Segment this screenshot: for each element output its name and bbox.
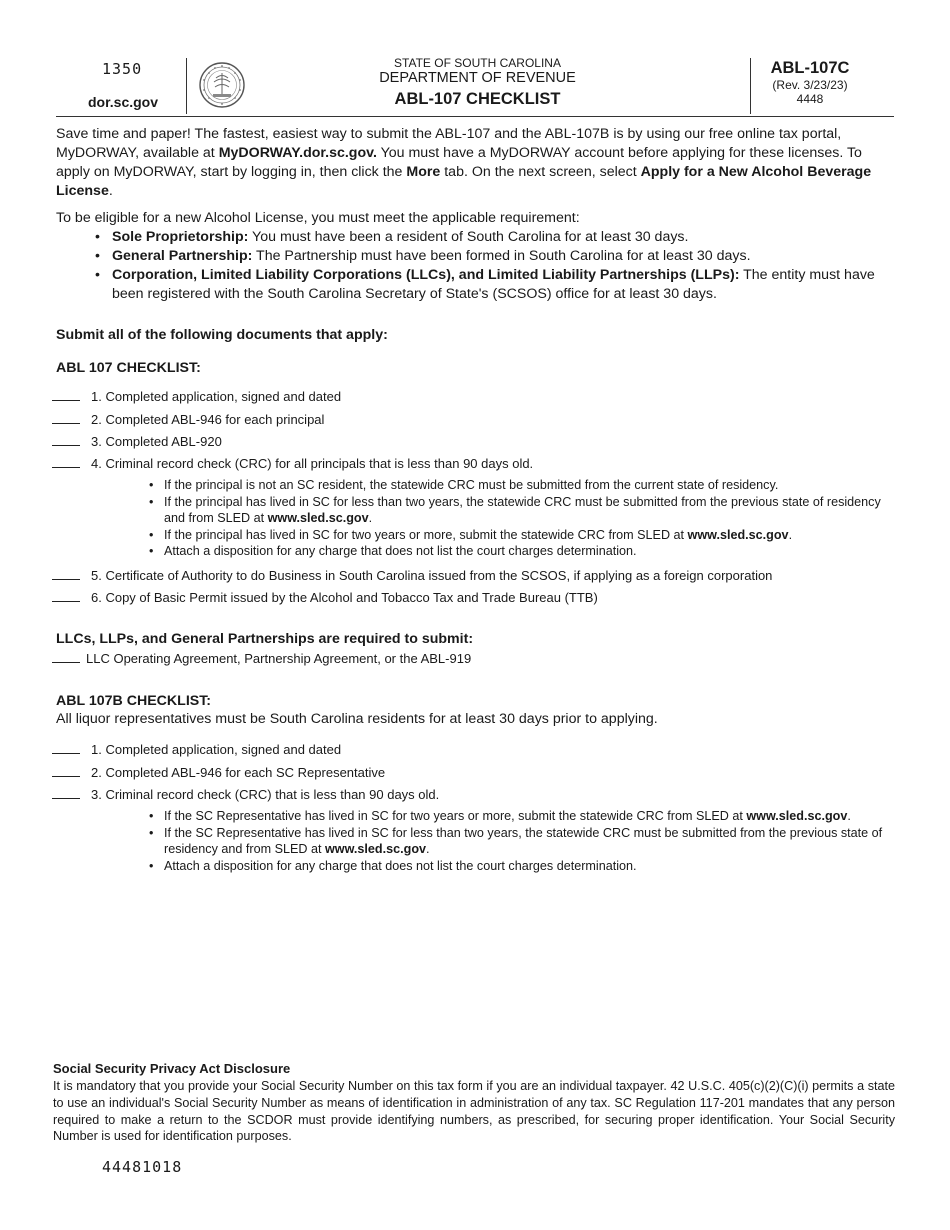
checklist-item: [52, 764, 385, 781]
eligibility-text: You must have been a resident of South Carolina for at least 30 days.: [248, 229, 689, 245]
intro-text-2: You must have a MyDORWAY account before applying for these licenses. To apply on MyDORWAY, start by logging in, then click the: [56, 145, 862, 180]
department-name: DEPARTMENT OF REVENUE: [379, 70, 576, 86]
checklist-text: 1. Completed application, signed and dated: [91, 742, 342, 757]
checklist-text: 2. Completed ABL-946 for each SC Representative: [91, 765, 386, 780]
crc-notes: [164, 477, 894, 560]
crc-note-text: .: [847, 809, 851, 823]
eligibility-item: [112, 266, 892, 304]
intro-text-4: .: [108, 183, 113, 199]
checklist-text: 3. Completed ABL-920: [91, 434, 222, 449]
checklist-item: [52, 433, 222, 450]
apply-label: Apply for a New Alcohol Beverage License: [56, 164, 872, 199]
crc-note-text: .: [368, 511, 373, 525]
eligibility-label: General Partnership:: [112, 248, 253, 264]
checkbox-blank[interactable]: [52, 433, 80, 446]
abl107-heading: ABL 107 CHECKLIST:: [56, 360, 201, 376]
form-code: 1350: [102, 60, 143, 78]
checklist-item: [52, 411, 324, 428]
checklist-item: [52, 388, 341, 405]
crc-note: [164, 494, 894, 527]
abl107b-note: All liquor representatives must be South Carolina residents for at least 30 days prior to applying.: [56, 711, 658, 727]
revision-date: (Rev. 3/23/23): [772, 78, 848, 92]
checkbox-blank[interactable]: [52, 567, 80, 580]
checklist-text: 4. Criminal record check (CRC) for all principals that is less than 90 days old.: [91, 456, 534, 471]
mydorway-link[interactable]: MyDORWAY.dor.sc.gov.: [218, 145, 377, 161]
intro-paragraph: [56, 125, 880, 201]
crc-note-text: .: [788, 527, 793, 542]
crc-note-text: Attach a disposition for any charge that does not list the court charges determination.: [164, 858, 637, 873]
checklist-text: 1. Completed application, signed and dated: [91, 389, 342, 404]
checklist-text: 2. Completed ABL-946 for each principal: [91, 412, 325, 427]
sled-link[interactable]: www.sled.sc.gov: [687, 527, 789, 542]
crc-note-text: Attach a disposition for any charge that does not list the court charges determination.: [164, 544, 637, 558]
checklist-item: [52, 455, 533, 472]
crc-note: [164, 808, 894, 825]
intro-text-3: tab. On the next screen, select: [440, 164, 641, 180]
checkbox-blank[interactable]: [52, 411, 80, 424]
crc-note: [164, 858, 894, 875]
eligibility-text: The Partnership must have been formed in South Carolina for at least 30 days.: [252, 248, 751, 264]
crc-note-text: If the SC Representative has lived in SC for two years or more, submit the statewide CRC from SLED at: [164, 809, 747, 823]
page-title: ABL-107 CHECKLIST: [394, 90, 561, 108]
eligibility-item: [112, 228, 892, 247]
eligibility-label: Sole Proprietorship:: [112, 229, 249, 245]
header-divider-left: [186, 58, 187, 114]
eligibility-label: Corporation, Limited Liability Corporations (LLCs), and Limited Liability Partnerships (LLPs):: [112, 267, 740, 283]
header-divider-right: [750, 58, 751, 114]
checklist-text: 3. Criminal record check (CRC) that is less than 90 days old.: [91, 787, 440, 802]
checkbox-blank[interactable]: [52, 786, 80, 799]
sled-link[interactable]: www.sled.sc.gov: [267, 511, 369, 525]
crc-note: [164, 527, 894, 544]
submit-heading: Submit all of the following documents that apply:: [56, 327, 388, 343]
eligibility-text: The entity must have been registered with the South Carolina Secretary of State's (SCSOS) office for at least 30 days.: [112, 267, 875, 302]
crc-note-text: If the SC Representative has lived in SC for less than two years, the statewide CRC must be submitted from the previous state of residency and from SLED at: [164, 825, 883, 856]
form-number: 4448: [796, 92, 824, 106]
privacy-text: It is mandatory that you provide your Social Security Number on this tax form if you are an individual taxpayer. 42 U.S.C. 405(c)(2)(C)(i) permits a state to use an individual's Social Security Number as means of identification in administration of any tax. SC Regulation 117-201 mandates that any person required to make a return to the SCDOR must provide identifying numbers, as prescribed, for securing proper identification. Your Social Security Number is used for identification purposes.: [53, 1079, 895, 1144]
crc-note: [164, 543, 894, 560]
crc-note: [164, 825, 894, 858]
header-center: [300, 56, 655, 111]
form-id: ABL-107C: [770, 59, 850, 77]
privacy-title: Social Security Privacy Act Disclosure: [53, 1061, 291, 1076]
crc-note-text: If the principal is not an SC resident, the statewide CRC must be submitted from the current state of residency.: [164, 478, 779, 492]
llc-item-text: LLC Operating Agreement, Partnership Agreement, or the ABL-919: [86, 651, 472, 666]
sled-link[interactable]: www.sled.sc.gov: [325, 842, 427, 856]
checklist-item: [52, 589, 598, 606]
crc-note-text: .: [426, 842, 430, 856]
eligibility-list: [112, 228, 892, 304]
checklist-text: 5. Certificate of Authority to do Business in South Carolina issued from the SCSOS, if applying as a foreign corporation: [91, 568, 773, 583]
checklist-item: [52, 567, 772, 584]
checklist-item: [52, 786, 439, 803]
eligibility-item: [112, 247, 892, 266]
checklist-item: [52, 741, 341, 758]
eligibility-lead: To be eligible for a new Alcohol License, you must meet the applicable requirement:: [56, 210, 580, 226]
header-right: [752, 58, 868, 106]
state-seal-icon: [199, 62, 245, 108]
llc-heading: LLCs, LLPs, and General Partnerships are required to submit:: [56, 631, 474, 647]
crc-notes-107b: [164, 808, 894, 874]
checkbox-blank[interactable]: [52, 650, 80, 663]
crc-note-text: If the principal has lived in SC for less than two years, the statewide CRC must be submitted from the previous state of residency and from SLED at: [164, 494, 881, 525]
website: dor.sc.gov: [88, 94, 159, 110]
checkbox-blank[interactable]: [52, 764, 80, 777]
more-tab-label: More: [406, 164, 441, 180]
crc-note-text: If the principal has lived in SC for two years or more, submit the statewide CRC from SLED at: [164, 527, 688, 542]
intro-text-1: Save time and paper! The fastest, easiest way to submit the ABL-107 and the ABL-107B is by using our free online tax portal, MyDORWAY, available at: [56, 126, 842, 161]
checkbox-blank[interactable]: [52, 589, 80, 602]
checkbox-blank[interactable]: [52, 741, 80, 754]
state-name: STATE OF SOUTH CAROLINA: [394, 56, 561, 70]
sled-link[interactable]: www.sled.sc.gov: [746, 809, 848, 823]
checkbox-blank[interactable]: [52, 455, 80, 468]
llc-item: [52, 650, 471, 667]
checkbox-blank[interactable]: [52, 388, 80, 401]
checklist-text: 6. Copy of Basic Permit issued by the Alcohol and Tobacco Tax and Trade Bureau (TTB): [91, 590, 598, 605]
header-rule: [56, 116, 894, 117]
crc-note: [164, 477, 894, 494]
abl107b-heading: ABL 107B CHECKLIST:: [56, 693, 212, 709]
footer-code: 44481018: [102, 1158, 183, 1176]
